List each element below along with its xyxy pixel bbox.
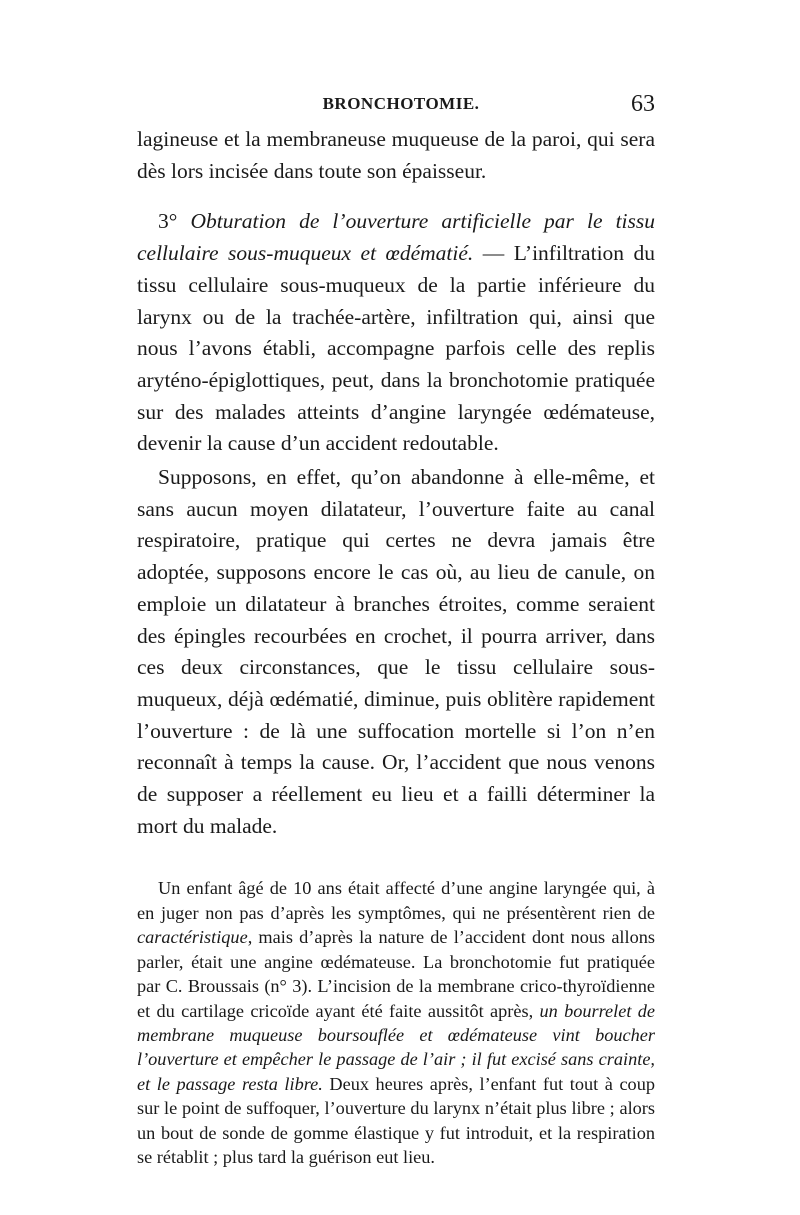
paragraph-text: lagineuse et la membraneuse muqueuse de la paroi, qui sera dès lors incisée dans toute son épaisseur.: [137, 127, 655, 183]
page-header: [137, 91, 655, 124]
paragraph-text: L’infiltration du tissu cellulaire sous-muqueux de la partie inférieure du larynx ou de la trachée-artère, infiltration qui, ainsi que nous l’avons établi, accompagne parfois celle des replis aryténo-épiglottiques, peut, dans la bronchotomie pratiquée sur des malades atteints d’angine laryngée œdémateuse, devenir la cause d’un accident redoutable.: [137, 241, 656, 456]
heading-dash: —: [473, 241, 514, 266]
case-text: Un enfant âgé de 10 ans était affecté d’une angine laryngée qui, à en juger non pas d’après les symptômes, qui ne présentèrent rien de: [137, 878, 655, 923]
page-body: [137, 124, 655, 1169]
case-emphasis-passage: un bourrelet de membrane muqueuse boursouflée et œdémateuse vint boucher l’ouverture et empêcher le passage de l’air ; il fut excisé sans crainte, et le passage resta libre.: [137, 1000, 655, 1094]
paragraph-hypothesis: [137, 462, 655, 842]
case-text: Deux heures après, l’enfant fut tout à coup sur le point de suffoquer, l’ouverture du larynx n’était plus libre ; alors un bout de sonde de gomme élastique y fut introduit, et la respiration se rétablit ; plus tard la guérison eut lieu.: [137, 1073, 655, 1167]
section-number: 3°: [158, 209, 178, 234]
case-emphasis: caractéristique: [137, 927, 248, 948]
paragraph-continuation: [137, 124, 655, 187]
paragraph-text: Supposons, en effet, qu’on abandonne à elle-même, et sans aucun moyen dilatateur, l’ouverture faite au canal respiratoire, pratique qui certes ne devra jamais être adoptée, supposons encore le cas où, au lieu de canule, on emploie un dilatateur à branches étroites, comme seraient des épingles recourbées en crochet, il pourra arriver, dans ces deux circonstances, que le tissu cellulaire sous-muqueux, déjà œdématié, diminue, puis oblitère rapidement l’ouverture : de là une suffocation mortelle si l’on n’en reconnaît à temps la cause. Or, l’accident que nous venons de supposer a réellement eu lieu et a failli déterminer la mort du malade.: [137, 465, 655, 838]
paragraph-section-3: [137, 206, 655, 460]
case-reference: (n° 3).: [264, 976, 313, 997]
case-report: [137, 876, 655, 1169]
case-text: L’incision de la membrane crico-thyroïdienne et du cartilage cricoïde ayant été faite aussitôt après,: [137, 976, 655, 1021]
page-number: 63: [631, 91, 655, 117]
section-heading: Obturation de l’ouverture artificielle par le tissu cellulaire sous-muqueux et œdématié.: [137, 209, 656, 266]
running-title: BRONCHOTOMIE.: [322, 94, 480, 113]
case-text: , mais d’après la nature de l’accident dont nous allons parler, était une angine œdémateuse. La bronchotomie fut pratiquée par C. Broussais: [137, 927, 655, 997]
